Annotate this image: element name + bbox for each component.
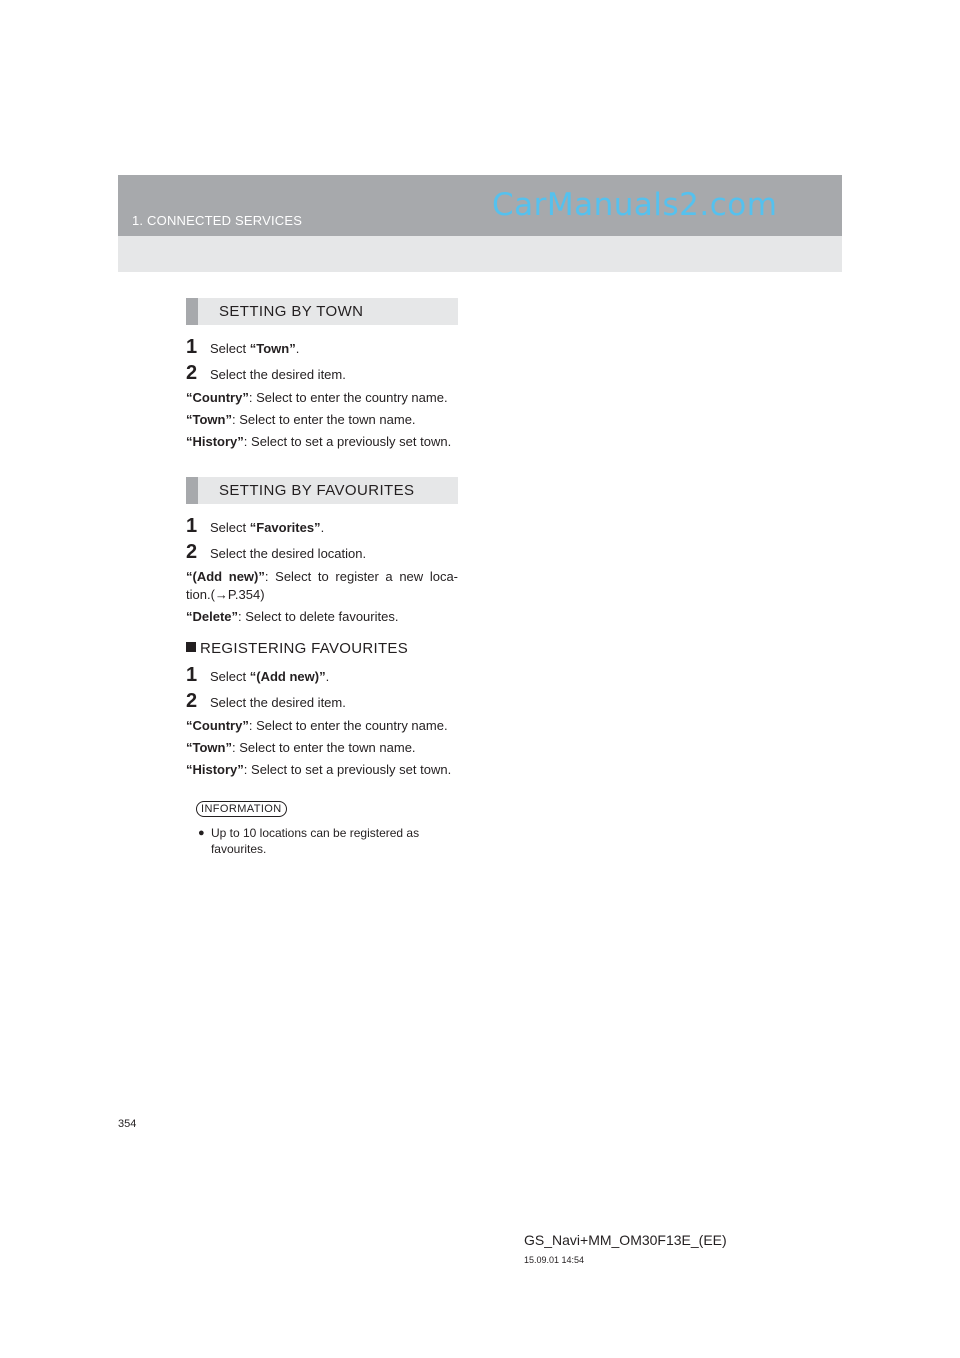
watermark-logo: CarManuals2.com bbox=[492, 187, 778, 223]
header-subbar bbox=[118, 236, 842, 272]
heading-accent-bar bbox=[186, 298, 198, 325]
information-box bbox=[186, 799, 458, 857]
information-item: ● Up to 10 locations can be registered as favourites. bbox=[198, 826, 420, 856]
information-label: INFORMATION bbox=[196, 801, 287, 817]
section-title: 1. CONNECTED SERVICES bbox=[132, 213, 303, 228]
option-history: “History”: Select to set a previously set town. bbox=[186, 762, 452, 777]
main-content bbox=[186, 298, 458, 857]
option-history: “History”: Select to set a previously set town. bbox=[186, 434, 452, 449]
section-heading-favourites bbox=[186, 477, 458, 504]
document-code: GS_Navi+MM_OM30F13E_(EE) bbox=[524, 1232, 727, 1248]
step-2: 2 Select the desired item. bbox=[186, 690, 346, 712]
option-delete: “Delete”: Select to delete favourites. bbox=[186, 609, 399, 624]
option-town: “Town”: Select to enter the town name. bbox=[186, 740, 416, 755]
option-country: “Country”: Select to enter the country name. bbox=[186, 718, 448, 733]
step-1: 1 Select “Favorites”. bbox=[186, 515, 325, 537]
step-2: 2 Select the desired item. bbox=[186, 362, 346, 384]
section-heading-town bbox=[186, 298, 458, 325]
option-country: “Country”: Select to enter the country name. bbox=[186, 390, 448, 405]
bullet-icon: ● bbox=[198, 827, 205, 839]
step-1: 1 Select “(Add new)”. bbox=[186, 664, 330, 686]
page-number: 354 bbox=[118, 1118, 137, 1130]
heading-title: SETTING BY TOWN bbox=[219, 303, 364, 320]
step-2: 2 Select the desired location. bbox=[186, 541, 367, 563]
heading-accent-bar bbox=[186, 477, 198, 504]
option-add-new: “(Add new)”: Select to register a new loca- tion.(→P.354) bbox=[186, 569, 459, 602]
subheading-registering: REGISTERING FAVOURITES bbox=[186, 640, 458, 657]
header-bar bbox=[118, 175, 842, 236]
square-bullet-icon bbox=[186, 642, 196, 652]
print-timestamp: 15.09.01 14:54 bbox=[524, 1255, 585, 1265]
step-1: 1 Select “Town”. bbox=[186, 336, 300, 358]
option-town: “Town”: Select to enter the town name. bbox=[186, 412, 416, 427]
heading-title: SETTING BY FAVOURITES bbox=[219, 482, 415, 499]
